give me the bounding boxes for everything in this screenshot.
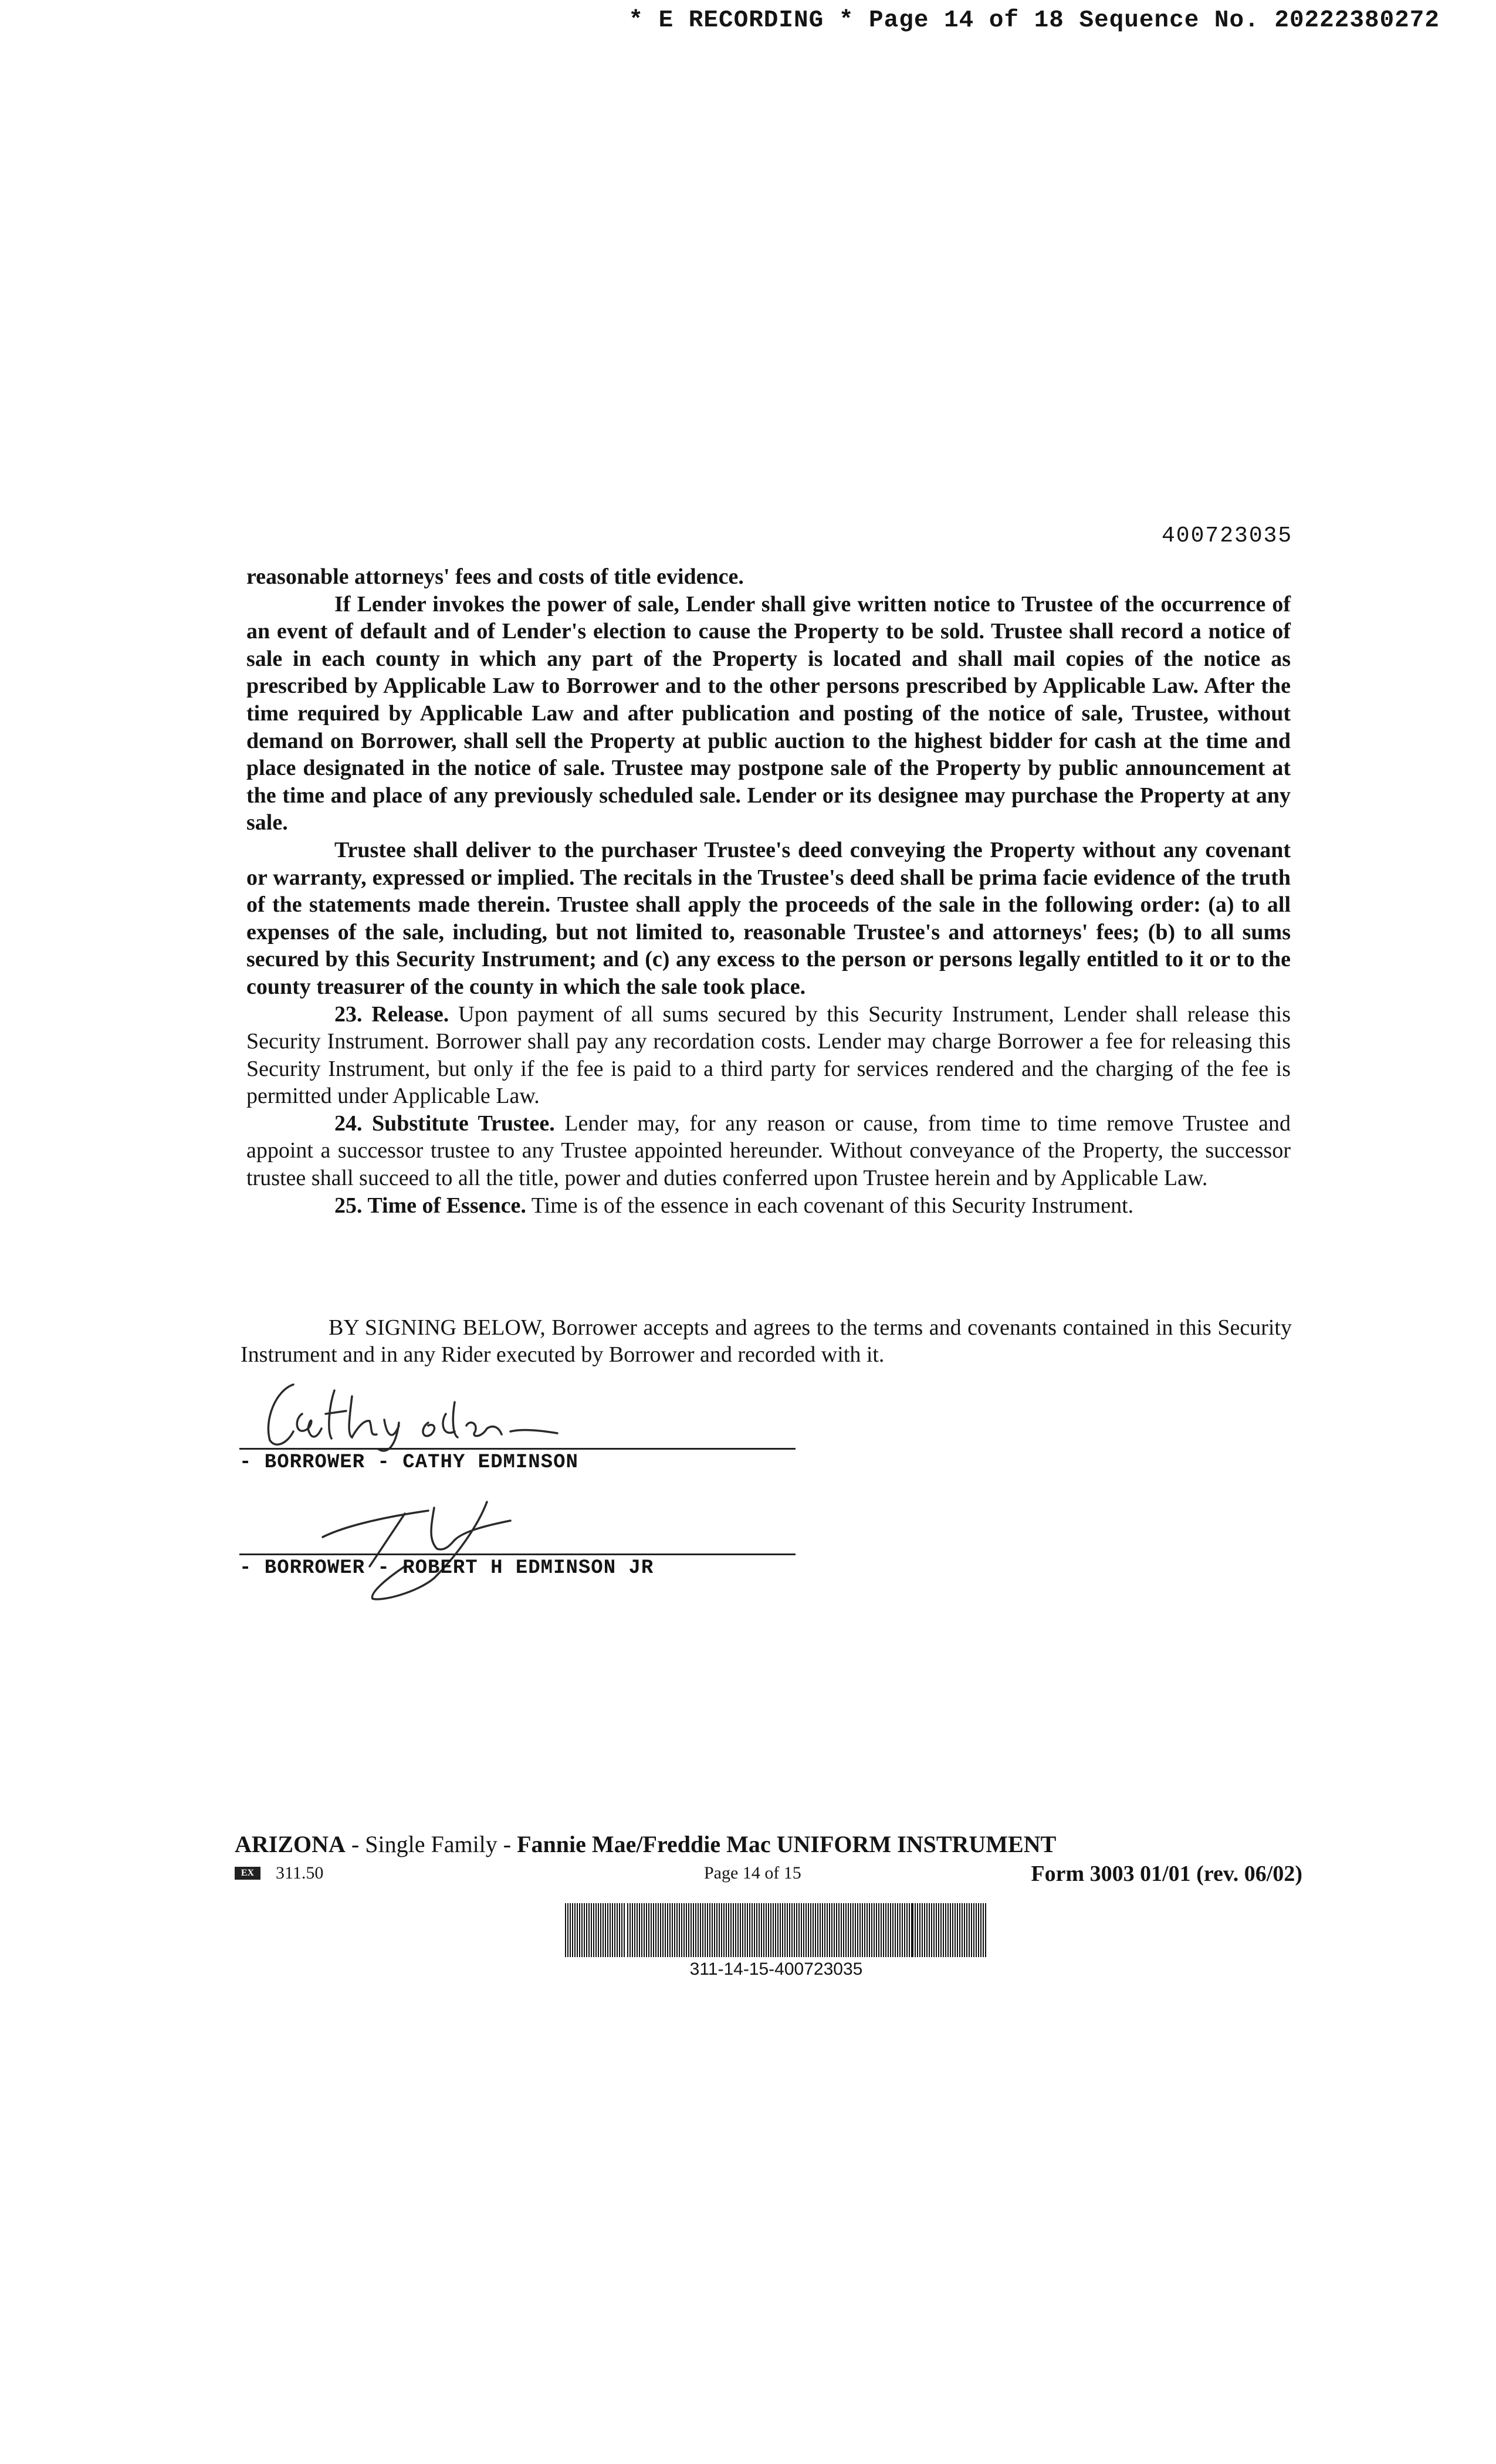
barcode-bar [848, 1903, 849, 1957]
barcode-bar [619, 1903, 620, 1957]
barcode-bar [605, 1903, 606, 1957]
barcode-bar [653, 1903, 654, 1957]
barcode-bar [768, 1903, 769, 1957]
barcode-bar [878, 1903, 879, 1957]
barcode-bar [926, 1903, 928, 1957]
page-number: Page 14 of 15 [704, 1863, 801, 1883]
signature-line-borrower-1 [239, 1448, 796, 1450]
barcode-bar [686, 1903, 687, 1957]
barcode-bar [827, 1903, 828, 1957]
barcode-bar [801, 1903, 802, 1957]
barcode-bar [820, 1903, 821, 1957]
barcode-bar [796, 1903, 797, 1957]
barcode-bar [591, 1903, 592, 1957]
barcode-bar [658, 1903, 659, 1957]
barcode-bar [719, 1903, 720, 1957]
barcode-bar [978, 1903, 979, 1957]
barcode-bar [850, 1903, 851, 1957]
barcode-bar [600, 1903, 601, 1957]
form-code: 311.50 [276, 1863, 324, 1883]
barcode-bar [876, 1903, 877, 1957]
barcode-bar [691, 1903, 692, 1957]
barcode-bar [892, 1903, 893, 1957]
barcode-bar [702, 1903, 703, 1957]
barcode-bar [737, 1903, 739, 1957]
barcode-bar [843, 1903, 844, 1957]
barcode-bar [985, 1903, 986, 1957]
barcode-bar [688, 1903, 689, 1957]
barcode-bar [955, 1903, 956, 1957]
section-23-release [246, 1001, 1291, 1110]
barcode-bar [931, 1903, 932, 1957]
barcode-bar [735, 1903, 736, 1957]
barcode-bar [665, 1903, 666, 1957]
barcode-bar [922, 1903, 923, 1957]
form-title-instrument: Fannie Mae/Freddie Mac UNIFORM INSTRUMENT [517, 1831, 1057, 1857]
barcode-bar [773, 1903, 774, 1957]
barcode-bar [639, 1903, 640, 1957]
barcode-bar [610, 1903, 611, 1957]
barcode-bar [867, 1903, 868, 1957]
barcode-bar [705, 1903, 706, 1957]
signature-robert-h-edminson-jr [311, 1484, 546, 1613]
barcode-bar [929, 1903, 930, 1957]
barcode-bar [940, 1903, 942, 1957]
barcode-bar [714, 1903, 715, 1957]
borrower-1-label: - BORROWER - CATHY EDMINSON [239, 1451, 578, 1474]
barcode-bar [627, 1903, 628, 1957]
barcode-bar [885, 1903, 886, 1957]
barcode-bar [924, 1903, 925, 1957]
barcode-bar [721, 1903, 722, 1957]
borrower-2-label: - BORROWER - ROBERT H EDMINSON JR [239, 1557, 654, 1579]
barcode-bar [756, 1903, 757, 1957]
barcode-bar [834, 1903, 835, 1957]
barcode-bar [728, 1903, 729, 1957]
paragraph-trustee-deed: Trustee shall deliver to the purchaser Trustee's deed conveying the Property without any covenant or warranty, expressed or implied. The recitals in the Trustee's deed shall be prima facie evidence of the truth of the statements made therein. Trustee shall apply the proceeds of the sale in the following order: (a) to all expenses of the sale, including, but not limited to, reasonable Trustee's and attorneys' fees; (b) to all sums secured by this Security Instrument; and (c) any excess to the person or persons legally entitled to it or to the county treasurer of the county in which the sale took place. [246, 837, 1291, 999]
signature-cathy-edminson [252, 1373, 581, 1455]
barcode-bar [726, 1903, 727, 1957]
barcode-bar [577, 1903, 578, 1957]
barcode-bar [919, 1903, 920, 1957]
barcode-bar [838, 1903, 840, 1957]
recording-stamp: * E RECORDING * Page 14 of 18 Sequence No. 20222380272 [628, 7, 1440, 34]
barcode-bar [808, 1903, 809, 1957]
barcode-bar [862, 1903, 863, 1957]
barcode-bar [624, 1903, 625, 1957]
barcode-bar [917, 1903, 918, 1957]
barcode-bar [761, 1903, 762, 1957]
barcode-bar [789, 1903, 790, 1957]
barcode-bar [976, 1903, 977, 1957]
barcode-bar [890, 1903, 891, 1957]
barcode-bar [749, 1903, 750, 1957]
barcode-bar [871, 1903, 872, 1957]
barcode-bar [874, 1903, 875, 1957]
barcode-bar [899, 1903, 901, 1957]
barcode-bar [803, 1903, 804, 1957]
barcode-bar [817, 1903, 818, 1957]
barcode-bar [780, 1903, 781, 1957]
loan-number: 400723035 [1162, 523, 1293, 549]
barcode-bar [869, 1903, 870, 1957]
barcode-bar [730, 1903, 732, 1957]
barcode-bar [952, 1903, 953, 1957]
barcode-bar [581, 1903, 583, 1957]
barcode-bar [943, 1903, 944, 1957]
barcode-bar [936, 1903, 937, 1957]
barcode-bar [980, 1903, 981, 1957]
section-24-heading: 24. Substitute Trustee. [334, 1111, 555, 1136]
section-24-text: Lender may, for any reason or cause, from time to time remove Trustee and appoint a successor trustee to any Trustee appointed hereunder. Without conveyance of the Property, the successor trustee shall succeed to all the title, power and duties conferred upon Trustee herein and by Applicable Law. [246, 1111, 1291, 1191]
barcode-text: 311-14-15-400723035 [689, 1959, 863, 1979]
barcode-bar [959, 1903, 960, 1957]
signature-line-borrower-2 [239, 1553, 796, 1555]
barcode-bar [911, 1903, 913, 1957]
barcode-bar [969, 1903, 970, 1957]
barcode-bar [763, 1903, 764, 1957]
barcode-bar [841, 1903, 842, 1957]
barcode-bar [681, 1903, 682, 1957]
barcode-bar [759, 1903, 760, 1957]
barcode-bar [669, 1903, 671, 1957]
barcode-bar [637, 1903, 638, 1957]
barcode-bar [693, 1903, 694, 1957]
barcode-bar [598, 1903, 599, 1957]
barcode-bar [574, 1903, 576, 1957]
barcode-bar [791, 1903, 793, 1957]
barcode-bar [883, 1903, 884, 1957]
barcode-bar [971, 1903, 972, 1957]
barcode-bar [679, 1903, 680, 1957]
barcode-bar [651, 1903, 652, 1957]
barcode [565, 1903, 987, 1957]
barcode-bar [586, 1903, 587, 1957]
barcode-bar [836, 1903, 837, 1957]
barcode-bar [646, 1903, 647, 1957]
form-title-state: ARIZONA [235, 1831, 346, 1857]
paragraph-fees: reasonable attorneys' fees and costs of title evidence. [246, 564, 744, 589]
barcode-bar [740, 1903, 741, 1957]
barcode-bar [782, 1903, 783, 1957]
barcode-bar [747, 1903, 748, 1957]
barcode-bar [906, 1903, 908, 1957]
barcode-bar [641, 1903, 642, 1957]
barcode-bar [648, 1903, 649, 1957]
form-title-middle: - Single Family - [345, 1831, 517, 1857]
barcode-bar [787, 1903, 788, 1957]
barcode-bar [770, 1903, 771, 1957]
barcode-bar [957, 1903, 958, 1957]
barcode-bar [777, 1903, 779, 1957]
barcode-bar [676, 1903, 678, 1957]
barcode-bar [933, 1903, 935, 1957]
barcode-bar [983, 1903, 984, 1957]
form-footer-row [235, 1861, 1302, 1889]
barcode-bar [672, 1903, 673, 1957]
barcode-bar [966, 1903, 967, 1957]
barcode-bar [962, 1903, 963, 1957]
barcode-bar [595, 1903, 597, 1957]
barcode-bar [938, 1903, 939, 1957]
form-code-icon: EX [235, 1867, 260, 1880]
barcode-bar [588, 1903, 590, 1957]
barcode-bar [824, 1903, 825, 1957]
section-25-text: Time is of the essence in each covenant of this Security Instrument. [531, 1193, 1134, 1218]
section-25-heading: 25. Time of Essence. [334, 1193, 526, 1218]
barcode-bar [810, 1903, 811, 1957]
section-23-heading: 23. Release. [334, 1001, 449, 1027]
barcode-bar [904, 1903, 905, 1957]
barcode-bar [766, 1903, 767, 1957]
section-25-time-of-essence [246, 1192, 1291, 1220]
barcode-bar [845, 1903, 847, 1957]
barcode-bar [644, 1903, 645, 1957]
barcode-bar [852, 1903, 854, 1957]
barcode-bar [632, 1903, 633, 1957]
barcode-bar [660, 1903, 661, 1957]
barcode-bar [565, 1903, 566, 1957]
barcode-bar [784, 1903, 786, 1957]
barcode-bar [822, 1903, 823, 1957]
barcode-bar [754, 1903, 755, 1957]
barcode-bar [950, 1903, 951, 1957]
document-body [246, 563, 1291, 1219]
barcode-bar [698, 1903, 699, 1957]
barcode-bar [662, 1903, 664, 1957]
barcode-bar [857, 1903, 858, 1957]
barcode-bar [831, 1903, 832, 1957]
barcode-bar [813, 1903, 814, 1957]
barcode-bar [695, 1903, 696, 1957]
barcode-bar [700, 1903, 701, 1957]
barcode-bar [829, 1903, 830, 1957]
barcode-bar [612, 1903, 613, 1957]
form-number: Form 3003 01/01 (rev. 06/02) [1031, 1861, 1302, 1886]
barcode-bar [683, 1903, 685, 1957]
barcode-bar [712, 1903, 713, 1957]
form-title [235, 1830, 1056, 1858]
barcode-bar [859, 1903, 861, 1957]
barcode-bar [567, 1903, 568, 1957]
barcode-bar [888, 1903, 889, 1957]
barcode-bar [716, 1903, 717, 1957]
signing-intro-text: BY SIGNING BELOW, Borrower accepts and agrees to the terms and covenants contained in this Security Instrument and in any Rider executed by Borrower and recorded with it. [241, 1315, 1292, 1367]
barcode-bar [603, 1903, 604, 1957]
barcode-bar [744, 1903, 746, 1957]
barcode-bar [794, 1903, 795, 1957]
barcode-bar [723, 1903, 725, 1957]
barcode-bar [674, 1903, 675, 1957]
barcode-bar [864, 1903, 865, 1957]
barcode-bar [895, 1903, 896, 1957]
barcode-bar [709, 1903, 710, 1957]
barcode-bar [667, 1903, 668, 1957]
barcode-bar [915, 1903, 916, 1957]
barcode-bar [607, 1903, 608, 1957]
barcode-bar [593, 1903, 594, 1957]
barcode-bar [945, 1903, 946, 1957]
barcode-bar [805, 1903, 807, 1957]
section-24-substitute-trustee [246, 1110, 1291, 1192]
barcode-bar [973, 1903, 974, 1957]
barcode-bar [798, 1903, 800, 1957]
paragraph-power-of-sale: If Lender invokes the power of sale, Lender shall give written notice to Trustee of the occurrence of an event of default and of Lender's election to cause the Property to be sold. Trustee shall record a notice of sale in each county in which any part of the Property is located and shall mail copies of the notice as prescribed by Applicable Law to Borrower and to the other persons prescribed by Applicable Law. After the time required by Applicable Law and after publication and posting of the notice of sale, Trustee, without demand on Borrower, shall sell the Property at public auction to the highest bidder for cash at the time and place designated in the notice of sale. Trustee may postpone sale of the Property by public announcement at the time and place of any previously scheduled sale. Lender or its designee may purchase the Property at any sale. [246, 591, 1291, 835]
barcode-bar [617, 1903, 618, 1957]
barcode-bar [634, 1903, 635, 1957]
barcode-bar [902, 1903, 903, 1957]
barcode-bar [855, 1903, 856, 1957]
barcode-bar [947, 1903, 949, 1957]
barcode-bar [881, 1903, 882, 1957]
barcode-bar [897, 1903, 898, 1957]
barcode-bar [964, 1903, 965, 1957]
barcode-bar [579, 1903, 580, 1957]
section-23-text: Upon payment of all sums secured by this Security Instrument, Lender shall release this Security Instrument. Borrower shall pay any recordation costs. Lender may charge Borrower a fee for releasing this Security Instrument, but only if the fee is paid to a third party for services rendered and the charging of the fee is permitted under Applicable Law. [246, 1001, 1291, 1109]
barcode-bar [629, 1903, 631, 1957]
barcode-bar [614, 1903, 615, 1957]
barcode-bar [621, 1903, 622, 1957]
signing-intro [241, 1314, 1292, 1368]
barcode-bar [733, 1903, 734, 1957]
barcode-bar [775, 1903, 776, 1957]
barcode-bar [572, 1903, 573, 1957]
barcode-bar [655, 1903, 656, 1957]
barcode-bar [909, 1903, 910, 1957]
barcode-bar [584, 1903, 585, 1957]
barcode-bar [815, 1903, 816, 1957]
barcode-bar [707, 1903, 708, 1957]
barcode-bar [742, 1903, 743, 1957]
barcode-bar [752, 1903, 753, 1957]
barcode-bar [570, 1903, 571, 1957]
